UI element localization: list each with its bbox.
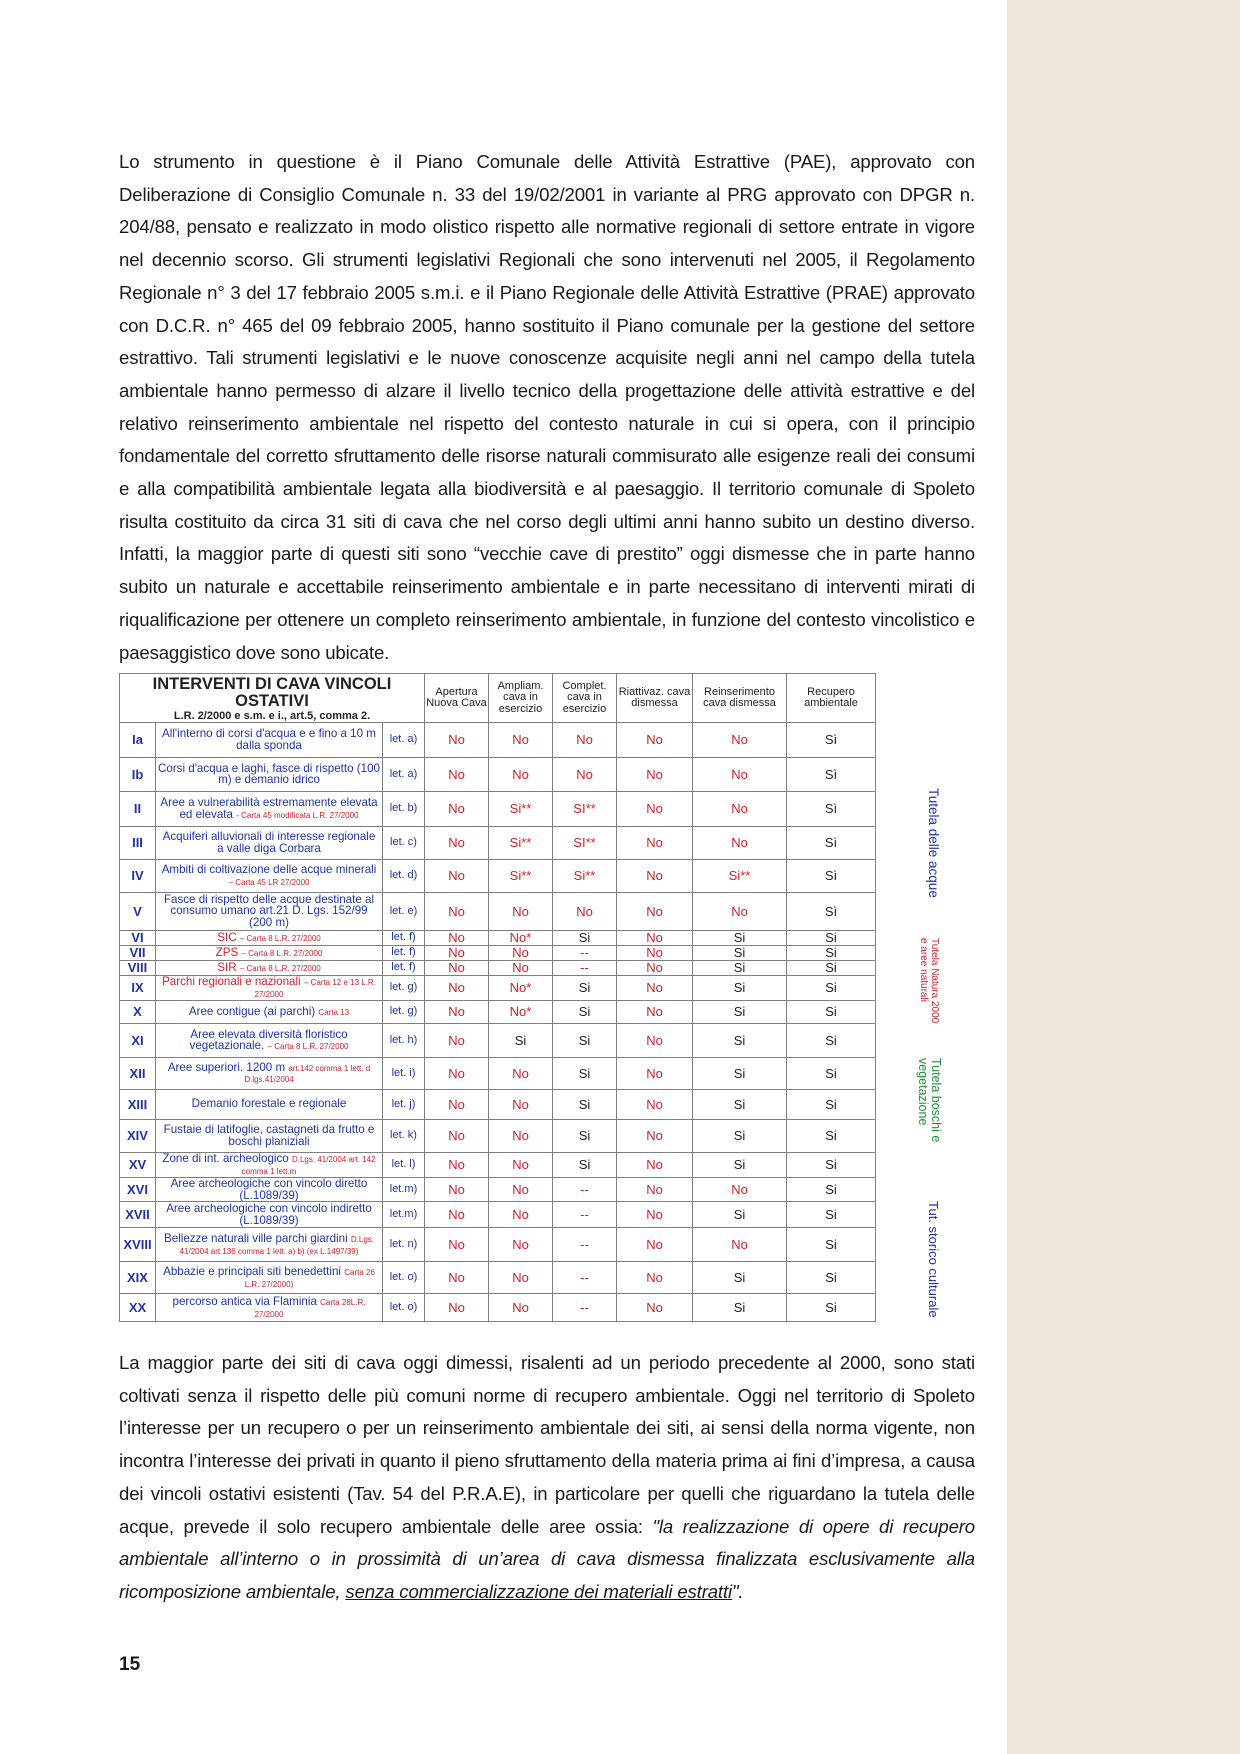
row-id: Ia (120, 722, 156, 757)
row-description (156, 1057, 383, 1089)
row-id: II (120, 791, 156, 826)
row-value-cell: No (425, 960, 489, 975)
row-value-cell: Si (553, 1089, 617, 1119)
row-description (156, 859, 383, 892)
row-id: XVII (120, 1202, 156, 1228)
table-row (120, 826, 950, 859)
row-value-cell: No (693, 757, 787, 791)
row-id: XVIII (120, 1228, 156, 1262)
row-value-cell: No (425, 1000, 489, 1023)
row-value-cell: -- (553, 1177, 617, 1202)
row-value-cell: SI** (553, 791, 617, 826)
row-value-cell: No (425, 892, 489, 930)
row-value-cell: No (617, 930, 693, 945)
row-description-text: Fustaie di latifoglie, castagneti da frutto e boschi planiziali (163, 1123, 375, 1148)
row-value-cell: No (489, 1152, 553, 1177)
side-label-tutela-natura: Tutela Natura 2000 e aree naturali (918, 938, 940, 1024)
row-description-note: art.142 comma 1 lett. d D.lgs.41/2004 (244, 1063, 371, 1085)
row-value-cell: Si (553, 1057, 617, 1089)
paragraph-quote-end: ". (731, 1580, 744, 1602)
paragraph-intro: Lo strumento in questione è il Piano Comunale delle Attività Estrattive (PAE), approvato con Deliberazione di Consiglio Comunale n. 33 del 19/02/2001 in variante al PRG approvato con DPGR n. 204/88, pensato e realizzato in modo olistico rispetto alle normative regionali di settore entrate in vigore nel decennio scorso. Gli strumenti legislativi Regionali che sono intervenuti nel 2005, il Regolamento Regionale n° 3 del 17 febbraio 2005 s.m.i. e il Piano Regionale delle Attività Estrattive (PRAE) approvato con D.C.R. n° 465 del 09 febbraio 2005, hanno sostituito il Piano comunale per la gestione del settore estrattivo. Tali strumenti legislativi e le nuove conoscenze acquisite negli anni nel campo della tutela ambientale hanno permesso di alzare il livello tecnico della progettazione delle attività estrattive e del relativo reinserimento ambientale nel rispetto del contesto naturale in cui si opera, con il principio fondamentale del corretto sfruttamento delle risorse naturali commisurato alle esigenze reali dei consumi e alla compatibilità ambientale legata alla biodiversità e al paesaggio. Il territorio comunale di Spoleto risulta costituito da circa 31 siti di cava che nel corso degli ultimi anni hanno subito un destino diverso. Infatti, la maggior parte di questi siti sono “vecchie cave di prestito” oggi dismesse che in parte hanno subito un naturale e accettabile reinserimento ambientale e in parte necessitano di interventi mirati di riqualificazione per ottenere un completo reinserimento ambientale, in funzione del contesto vincolistico e paesaggistico dove sono ubicate. (119, 151, 975, 663)
row-value-cell: No (425, 1152, 489, 1177)
row-letter-ref: let. a) (383, 722, 425, 757)
row-description (156, 892, 383, 930)
row-value-cell: No (489, 1202, 553, 1228)
row-description-text: Parchi regionali e nazionali (162, 975, 301, 989)
row-value-cell: -- (553, 1262, 617, 1294)
row-value-cell: No* (489, 975, 553, 1000)
row-description (156, 1000, 383, 1023)
row-value-cell: Sì (787, 791, 876, 826)
column-header: Reinserimento cava dismessa (693, 674, 787, 723)
row-value-cell: No (617, 1262, 693, 1294)
row-value-cell: No (617, 826, 693, 859)
row-value-cell: No (693, 1228, 787, 1262)
row-value-cell: No (489, 960, 553, 975)
row-description (156, 1177, 383, 1202)
row-value-cell: No (693, 1177, 787, 1202)
row-value-cell: Si** (489, 826, 553, 859)
row-description-note: Carta 26 L.R. 27/2000) (244, 1268, 375, 1289)
row-value-cell: Si (787, 1228, 876, 1262)
row-letter-ref: let. d) (383, 859, 425, 892)
row-value-cell: Si (787, 960, 876, 975)
row-value-cell: No (489, 1177, 553, 1202)
row-value-cell: No (617, 1152, 693, 1177)
row-value-cell: Si (693, 1057, 787, 1089)
row-value-cell: No (425, 826, 489, 859)
row-value-cell: No (425, 859, 489, 892)
row-value-cell: Si (787, 1119, 876, 1152)
row-value-cell: No (489, 892, 553, 930)
row-description-note: – Carta 8 L.R. 27/2000 (241, 948, 323, 958)
row-value-cell: Si (787, 945, 876, 960)
row-value-cell: Si (693, 945, 787, 960)
row-value-cell: Si (553, 1119, 617, 1152)
row-letter-ref: let. i) (383, 1057, 425, 1089)
row-letter-ref: let.m) (383, 1177, 425, 1202)
row-value-cell: No (489, 1294, 553, 1322)
row-value-cell: Si (787, 1177, 876, 1202)
row-value-cell: No* (489, 930, 553, 945)
row-letter-ref: let. f) (383, 930, 425, 945)
table-row (120, 1202, 950, 1228)
row-letter-ref: let. k) (383, 1119, 425, 1152)
row-letter-ref: let. g) (383, 975, 425, 1000)
row-description-note: Carta 28L.R. 27/2000 (254, 1298, 366, 1319)
row-value-cell: No (489, 1089, 553, 1119)
row-id: IX (120, 975, 156, 1000)
row-value-cell: Si** (553, 859, 617, 892)
row-description-note: – Carta 45 LR 27/2000 (228, 877, 310, 887)
row-description-text: Aree elevata diversità floristico vegetazionale. (189, 1027, 348, 1053)
row-value-cell: Si (693, 1152, 787, 1177)
row-id: VI (120, 930, 156, 945)
table-row (120, 1294, 950, 1322)
row-value-cell: Si (553, 975, 617, 1000)
row-value-cell: Si (787, 1089, 876, 1119)
row-description (156, 826, 383, 859)
row-description-text: Aree archeologiche con vincolo indiretto (L.1089/39) (166, 1202, 372, 1227)
table-row (120, 1089, 950, 1119)
table-row (120, 1119, 950, 1152)
row-description-text: All'interno di corsi d'acqua e e fino a 10 m dalla sponda (162, 727, 376, 752)
row-description (156, 722, 383, 757)
column-header: Riattivaz. cava dismessa (617, 674, 693, 723)
table-row (120, 1023, 950, 1057)
row-value-cell: Si (693, 975, 787, 1000)
row-description-note: – Carta 12 e 13 L.R. 27/2000 (254, 978, 376, 999)
row-description-text: Aree archeologiche con vincolo diretto (L.1089/39) (170, 1177, 368, 1202)
row-description-note: – Carta 8 L.R. 27/2000 (239, 963, 321, 973)
row-value-cell: No (693, 722, 787, 757)
row-description-text: Ambiti di coltivazione delle acque minerali (161, 863, 377, 877)
row-id: XVI (120, 1177, 156, 1202)
paragraph-quote-underlined: senza commercializzazione dei materiali estratti (345, 1580, 732, 1602)
row-value-cell: Si (553, 1023, 617, 1057)
row-value-cell: No (617, 1202, 693, 1228)
row-letter-ref: let. b) (383, 791, 425, 826)
row-value-cell: No (425, 945, 489, 960)
row-value-cell: SI** (553, 826, 617, 859)
row-value-cell: Si (787, 975, 876, 1000)
vincoli-table (119, 673, 950, 1322)
row-value-cell: No (489, 722, 553, 757)
row-value-cell: No (617, 1023, 693, 1057)
row-value-cell: Si (489, 1023, 553, 1057)
table-row (120, 859, 950, 892)
row-value-cell: No (617, 1089, 693, 1119)
row-description-note: D.Lgs. 41/2004 art. 142 comma 1 lett.m (241, 1155, 376, 1176)
row-value-cell: No* (489, 1000, 553, 1023)
row-id: XV (120, 1152, 156, 1177)
row-value-cell: No (617, 975, 693, 1000)
table-row (120, 930, 950, 945)
row-value-cell: No (693, 791, 787, 826)
row-value-cell: No (425, 1294, 489, 1322)
row-description-text: Demanio forestale e regionale (191, 1097, 347, 1111)
paragraph-recupero-text: La maggior parte dei siti di cava oggi dimessi, risalenti ad un periodo precedente al 2000, sono stati coltivati senza il rispetto delle più comuni norme di recupero ambientale. Oggi nel territorio di Spoleto l’interesse per un recupero o per un reinserimento ambientale dei siti, ai sensi della norma vigente, non incontra l’interesse dei privati in quanto il pieno sfruttamento della materia prima ai fini d’impresa, a causa dei vincoli ostativi esistenti (Tav. 54 del P.R.A.E), in particolare per quelli che riguardano la tutela delle acque, prevede il solo recupero ambientale delle aree ossia: (119, 1352, 975, 1537)
table-title: INTERVENTI DI CAVA VINCOLI OSTATIVI (152, 675, 392, 711)
row-letter-ref: let. o) (383, 1294, 425, 1322)
row-value-cell: -- (553, 1294, 617, 1322)
row-value-cell: Si (787, 1152, 876, 1177)
table-body (120, 722, 950, 1322)
row-value-cell: Si (693, 1000, 787, 1023)
row-value-cell: No (553, 722, 617, 757)
row-value-cell: No (425, 791, 489, 826)
row-id: Ib (120, 757, 156, 791)
row-letter-ref: let. n) (383, 1228, 425, 1262)
row-description-text: SIR (217, 960, 237, 974)
row-description (156, 1202, 383, 1228)
table-row (120, 1057, 950, 1089)
paragraph-quote: "la realizzazione di opere di recupero ambientale all’interno o in prossimità di un’area di cava dismessa finalizzata esclusivamente alla ricomposizione ambientale, (119, 1515, 976, 1602)
row-value-cell: -- (553, 1228, 617, 1262)
column-header: Apertura Nuova Cava (425, 674, 489, 723)
row-value-cell: No (617, 722, 693, 757)
table-row (120, 791, 950, 826)
row-value-cell: No (693, 892, 787, 930)
row-value-cell: Si (787, 1057, 876, 1089)
row-description-note: D.Lgs. 41/2004 art.136 comma 1 lett. a) b) (ex L.1497/39) (179, 1235, 375, 1256)
row-value-cell: No (617, 1177, 693, 1202)
row-value-cell: No (489, 945, 553, 960)
row-id: XX (120, 1294, 156, 1322)
row-description-note: Carta 13 (318, 1007, 350, 1017)
table-row (120, 722, 950, 757)
row-letter-ref: let. l) (383, 1152, 425, 1177)
table-row (120, 945, 950, 960)
row-description (156, 945, 383, 960)
row-value-cell: Si (787, 1023, 876, 1057)
row-value-cell: No (617, 859, 693, 892)
row-description (156, 960, 383, 975)
table-row (120, 1262, 950, 1294)
row-id: VII (120, 945, 156, 960)
row-description (156, 1262, 383, 1294)
row-value-cell: No (425, 930, 489, 945)
row-letter-ref: let.m) (383, 1202, 425, 1228)
row-letter-ref: let. a) (383, 757, 425, 791)
row-value-cell: No (489, 1057, 553, 1089)
side-label-tutela-boschi: Tutela boschi e vegetazione (915, 1058, 943, 1143)
row-value-cell: No (489, 757, 553, 791)
row-letter-ref: let. f) (383, 945, 425, 960)
row-value-cell: No (425, 1202, 489, 1228)
table-row (120, 1228, 950, 1262)
table-row (120, 892, 950, 930)
row-description (156, 930, 383, 945)
page-number: 15 (119, 1654, 141, 1675)
right-sidebar-band (1007, 0, 1240, 1754)
row-description-text: Aree a vulnerabilità estremamente elevata ed elevata (160, 796, 378, 821)
row-value-cell: Sì (787, 757, 876, 791)
table-row (120, 757, 950, 791)
row-value-cell: No (425, 1177, 489, 1202)
row-letter-ref: let. o) (383, 1262, 425, 1294)
row-letter-ref: let. j) (383, 1089, 425, 1119)
side-label-tutela-acque: Tutela delle acque (926, 788, 941, 898)
row-description-note: – Carta 8 L.R. 27/2000 (267, 1042, 349, 1052)
row-value-cell: Si (693, 1202, 787, 1228)
row-value-cell: No (553, 892, 617, 930)
row-value-cell: Si (693, 1119, 787, 1152)
row-description-note: – Carta 8 L.R. 27/2000 (239, 933, 321, 943)
row-value-cell: No (425, 1262, 489, 1294)
row-value-cell: Si (693, 960, 787, 975)
row-value-cell: Sì (787, 722, 876, 757)
row-value-cell: Sì (787, 859, 876, 892)
side-label-column (876, 674, 950, 723)
table-row (120, 1177, 950, 1202)
row-value-cell: Si (693, 1023, 787, 1057)
row-description-text: Abbazie e principali siti benedettini (163, 1265, 341, 1279)
row-description (156, 1152, 383, 1177)
row-description (156, 1023, 383, 1057)
row-value-cell: No (617, 960, 693, 975)
row-value-cell: No (425, 722, 489, 757)
column-header: Ampliam. cava in esercizio (489, 674, 553, 723)
row-description-text: SIC (217, 930, 237, 944)
row-value-cell: Si** (489, 791, 553, 826)
row-description-text: Acquiferi alluvionali di interesse regionale a valle diga Corbara (162, 830, 376, 855)
row-value-cell: No (617, 757, 693, 791)
row-description (156, 757, 383, 791)
row-description-text: Bellezze naturali ville parchi giardini (163, 1232, 348, 1246)
row-value-cell: Si (553, 1152, 617, 1177)
row-id: XIX (120, 1262, 156, 1294)
row-value-cell: No (617, 892, 693, 930)
side-label-cell (876, 722, 950, 757)
paragraph-recupero (119, 1347, 975, 1609)
row-value-cell: No (693, 826, 787, 859)
side-label-cell (876, 1023, 950, 1057)
row-value-cell: Si (693, 1294, 787, 1322)
table-header-row (120, 674, 950, 723)
row-value-cell: Si (553, 1000, 617, 1023)
row-description (156, 1089, 383, 1119)
row-value-cell: -- (553, 1202, 617, 1228)
side-label-cell (876, 757, 950, 791)
table-row (120, 960, 950, 975)
row-letter-ref: let. h) (383, 1023, 425, 1057)
row-description (156, 1294, 383, 1322)
row-value-cell: No (425, 1119, 489, 1152)
row-description-text: percorso antica via Flaminia (172, 1295, 317, 1309)
row-id: IV (120, 859, 156, 892)
row-letter-ref: let. e) (383, 892, 425, 930)
table-subtitle: L.R. 2/2000 e s.m. e i., art.5, comma 2. (173, 709, 371, 722)
row-value-cell: Si (553, 930, 617, 945)
row-value-cell: No (617, 791, 693, 826)
row-value-cell: No (617, 1228, 693, 1262)
row-value-cell: No (425, 1023, 489, 1057)
row-value-cell: No (617, 1000, 693, 1023)
row-value-cell: No (425, 975, 489, 1000)
row-id: XIV (120, 1119, 156, 1152)
row-description (156, 1119, 383, 1152)
row-description-text: Zone di int. archeologico (162, 1152, 289, 1166)
row-value-cell: Si (787, 1000, 876, 1023)
row-value-cell: No (617, 1119, 693, 1152)
row-value-cell: Sì (787, 892, 876, 930)
row-value-cell: Si** (693, 859, 787, 892)
row-id: XII (120, 1057, 156, 1089)
table-row (120, 1152, 950, 1177)
row-id: X (120, 1000, 156, 1023)
row-value-cell: Si (693, 1262, 787, 1294)
row-value-cell: -- (553, 945, 617, 960)
row-value-cell: Si (787, 1262, 876, 1294)
row-id: V (120, 892, 156, 930)
side-label-cell (876, 892, 950, 930)
row-value-cell: No (617, 945, 693, 960)
row-value-cell: Si (787, 1202, 876, 1228)
row-id: XIII (120, 1089, 156, 1119)
row-letter-ref: let. f) (383, 960, 425, 975)
row-value-cell: No (425, 1228, 489, 1262)
row-value-cell: Si (693, 1089, 787, 1119)
row-value-cell: Si (693, 930, 787, 945)
row-value-cell: No (489, 1262, 553, 1294)
row-value-cell: No (617, 1294, 693, 1322)
column-header: Recupero ambientale (787, 674, 876, 723)
side-label-cell (876, 1177, 950, 1202)
row-description-text: Aree contigue (ai parchi) (188, 1004, 316, 1018)
row-value-cell: No (425, 1089, 489, 1119)
row-description-text: Corsi d'acqua e laghi, fasce di rispetto (100 m) e demanio idrico (158, 761, 380, 787)
row-description-note: - Carta 45 modificata L.R. 27/2000 (236, 810, 359, 820)
row-id: III (120, 826, 156, 859)
vincoli-table-container (119, 673, 949, 1341)
row-value-cell: No (425, 757, 489, 791)
row-description (156, 975, 383, 1000)
row-value-cell: No (425, 1057, 489, 1089)
row-id: XI (120, 1023, 156, 1057)
row-description (156, 791, 383, 826)
row-letter-ref: let. g) (383, 1000, 425, 1023)
row-value-cell: Sì (787, 826, 876, 859)
row-description-text: Aree superiori. 1200 m (167, 1060, 286, 1074)
column-header: Complet. cava in esercizio (553, 674, 617, 723)
side-label-tutela-storico: Tut. storico culturale (926, 1201, 941, 1318)
row-description (156, 1228, 383, 1262)
row-value-cell: No (489, 1228, 553, 1262)
row-value-cell: -- (553, 960, 617, 975)
row-value-cell: No (617, 1057, 693, 1089)
row-letter-ref: let. c) (383, 826, 425, 859)
row-value-cell: Si (787, 1294, 876, 1322)
row-value-cell: No (489, 1119, 553, 1152)
row-description-text: Fasce di rispetto delle acque destinate al consumo umano art.21 D. Lgs. 152/99 (200 m) (163, 892, 375, 930)
row-value-cell: Si (787, 930, 876, 945)
table-row (120, 975, 950, 1000)
table-title-cell (120, 674, 425, 723)
row-value-cell: No (553, 757, 617, 791)
row-value-cell: Si** (489, 859, 553, 892)
table-row (120, 1000, 950, 1023)
row-description-text: ZPS (215, 945, 239, 959)
row-id: VIII (120, 960, 156, 975)
